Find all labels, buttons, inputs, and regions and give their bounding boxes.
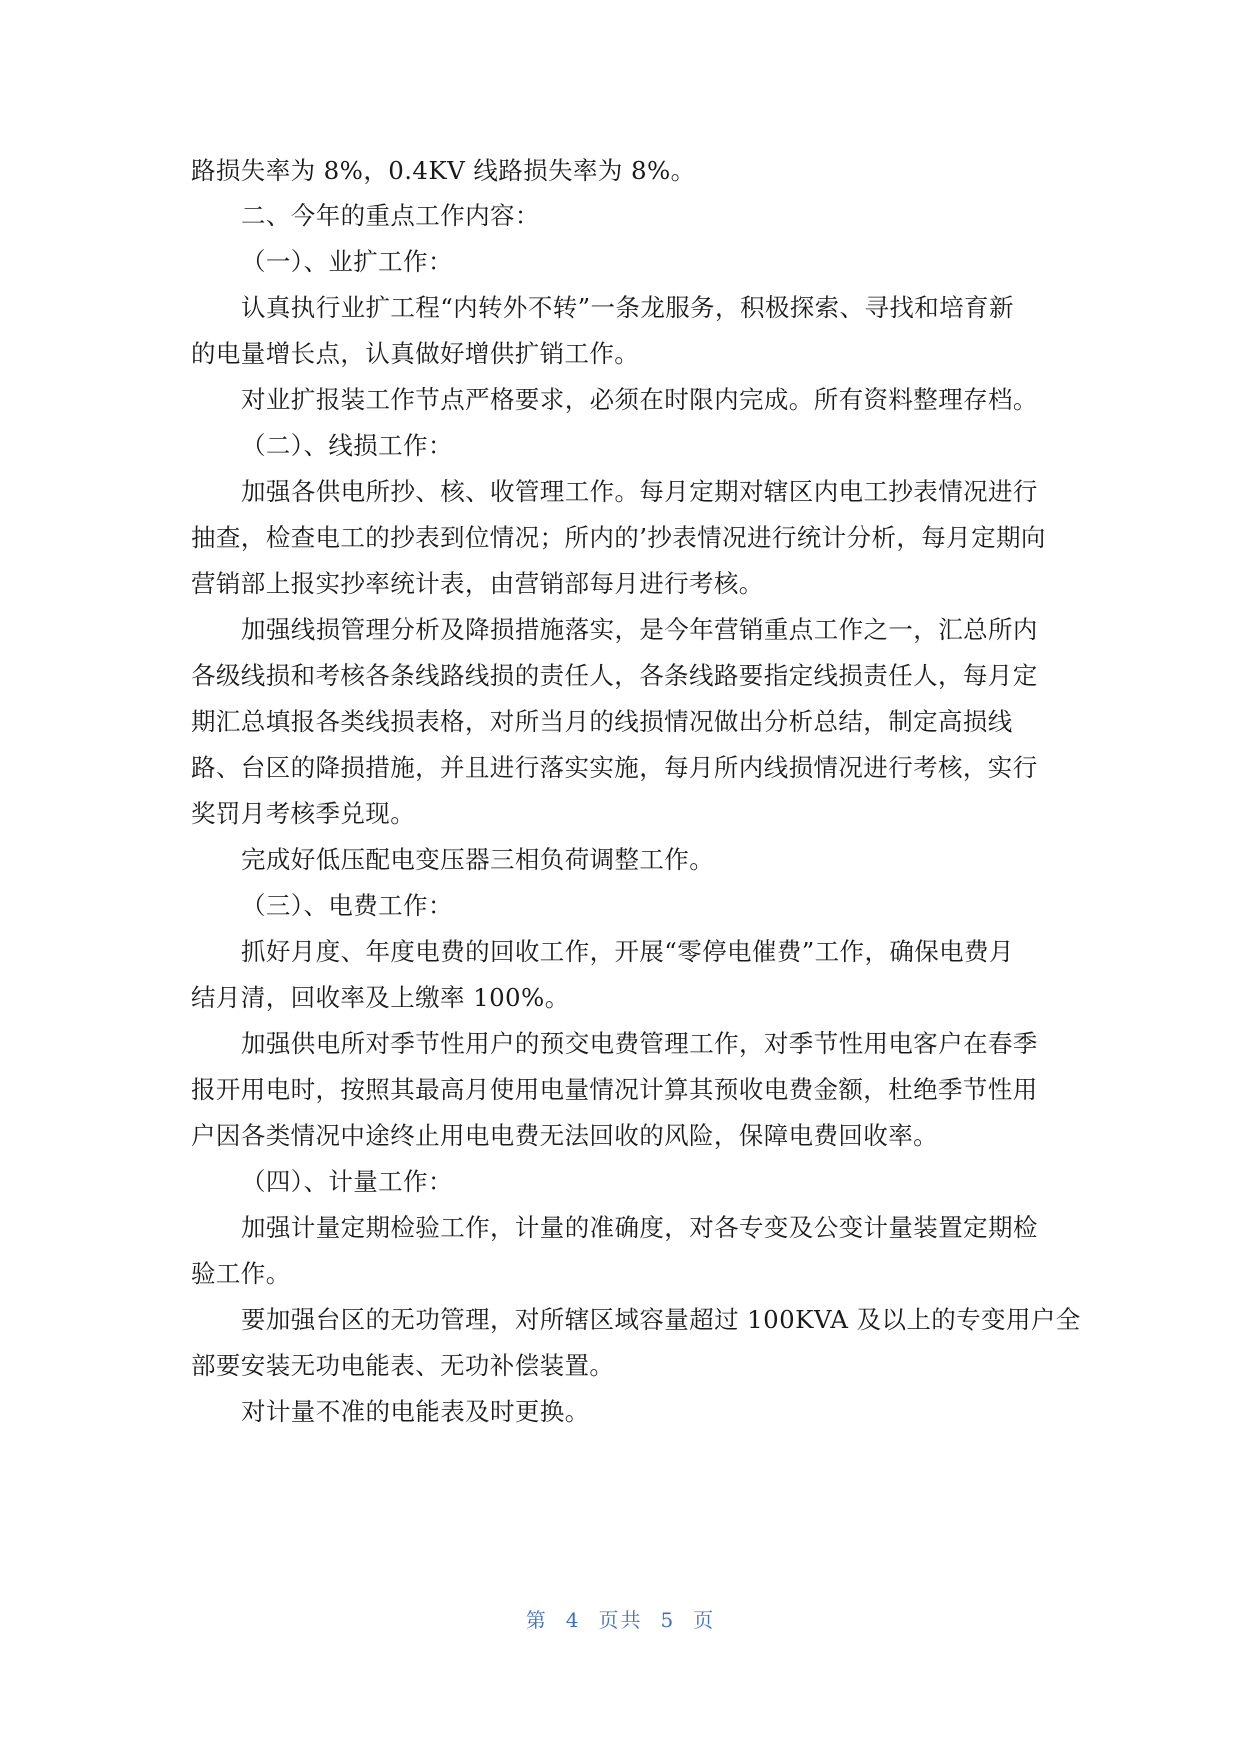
text-line: 完成好低压配电变压器三相负荷调整工作。 [241,845,715,874]
subsection-heading: （二）、线损工作： [241,431,453,460]
text-line: 奖罚月考核季兑现。 [191,799,416,828]
text-line: 部要安装无功电能表、无功补偿装置。 [191,1351,615,1380]
text-line: 报开用电时，按照其最高月使用电量情况计算其预收电费金额，杜绝季节性用 [191,1075,1038,1104]
text-line: 营销部上报实抄率统计表，由营销部每月进行考核。 [191,569,764,598]
text-line: 对业扩报装工作节点严格要求，必须在时限内完成。所有资料整理存档。 [241,385,1038,414]
text-line: 加强计量定期检验工作，计量的准确度，对各专变及公变计量装置定期检 [241,1213,1038,1242]
text-line: 加强各供电所抄、核、收管理工作。每月定期对辖区内电工抄表情况进行 [241,477,1038,506]
text-line: 要加强台区的无功管理，对所辖区域容量超过 100KVA 及以上的专变用户全 [241,1305,1081,1334]
text-line: 路损失率为 8%，0.4KV 线路损失率为 8%。 [191,156,696,185]
footer-total-pages: 5 [660,1608,676,1632]
footer-label-of: 页共 [598,1608,643,1632]
text-line: 路、台区的降损措施，并且进行落实实施，每月所内线损情况进行考核，实行 [191,753,1038,782]
text-line: 结月清，回收率及上缴率 100%。 [191,983,570,1012]
text-line: 期汇总填报各类线损表格，对所当月的线损情况做出分析总结，制定高损线 [191,707,1013,736]
text-line: 抓好月度、年度电费的回收工作，开展“零停电催费”工作，确保电费月 [241,937,1014,966]
footer-label-end: 页 [693,1608,716,1632]
subsection-heading: （四）、计量工作： [241,1167,453,1196]
text-line: 户因各类情况中途终止用电电费无法回收的风险，保障电费回收率。 [191,1121,938,1150]
footer-current-page: 4 [565,1608,581,1632]
text-line: 各级线损和考核各条线路线损的责任人，各条线路要指定线损责任人，每月定 [191,661,1038,690]
text-line: 加强线损管理分析及降损措施落实，是今年营销重点工作之一，汇总所内 [241,615,1038,644]
subsection-heading: （三）、电费工作： [241,891,453,920]
page-footer [0,1604,1241,1633]
text-line: 的电量增长点，认真做好增供扩销工作。 [191,339,640,368]
text-line: 认真执行业扩工程“内转外不转”一条龙服务，积极探索、寻找和培育新 [241,293,1014,322]
section-heading: 二、今年的重点工作内容： [241,201,540,230]
text-line: 验工作。 [191,1259,291,1288]
text-line: 加强供电所对季节性用户的预交电费管理工作，对季节性用电客户在春季 [241,1029,1038,1058]
footer-label-page: 第 [525,1608,548,1632]
text-line: 抽查，检查电工的抄表到位情况；所内的’抄表情况进行统计分析，每月定期向 [191,523,1046,552]
subsection-heading: （一）、业扩工作： [241,247,453,276]
text-line: 对计量不准的电能表及时更换。 [241,1397,590,1426]
